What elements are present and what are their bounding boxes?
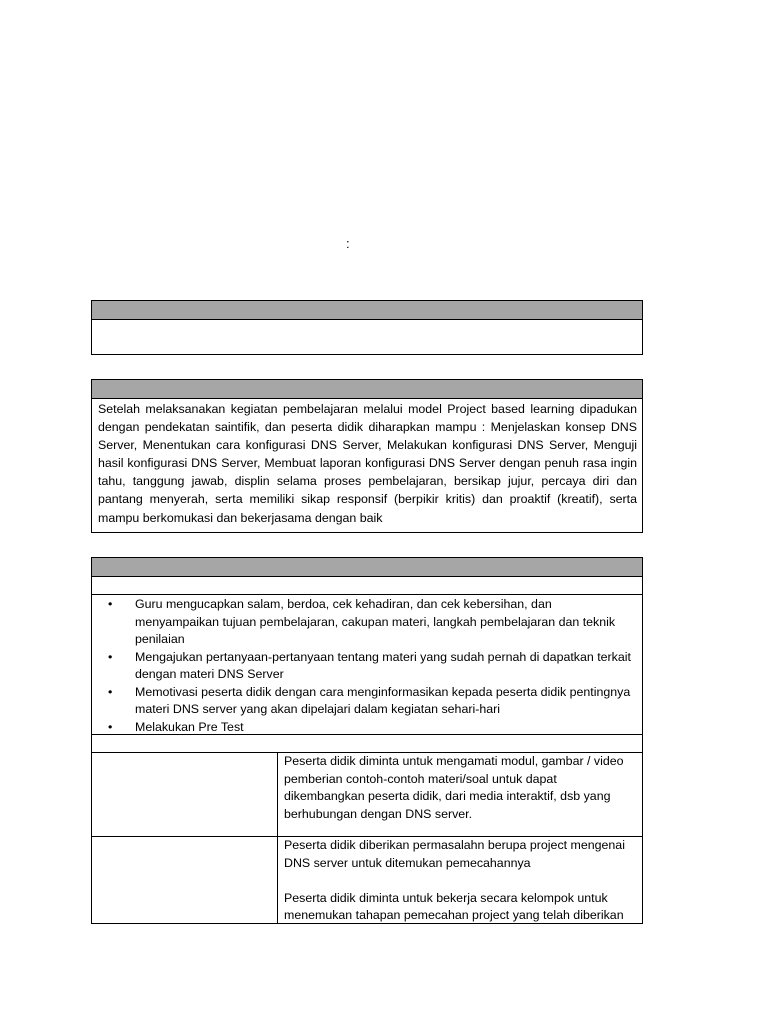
- table-row: [92, 837, 642, 924]
- bullet-icon: •: [108, 684, 113, 699]
- list-item: [92, 596, 642, 649]
- info-box-header: [92, 301, 642, 320]
- table-row: [92, 753, 642, 837]
- bullet-icon: •: [108, 649, 113, 664]
- bullet-icon: •: [108, 597, 113, 611]
- bullet-icon: •: [108, 719, 113, 734]
- list-item: [92, 649, 642, 684]
- kegiatan-box-header: [92, 558, 642, 577]
- step-paragraph: Peserta didik diminta untuk bekerja secara kelompok untuk menemukan tahapan pemecahan project yang telah diberikan: [284, 890, 624, 922]
- pendahuluan-list: [92, 596, 642, 736]
- kegiatan-box: [91, 557, 643, 924]
- step-label-cell: [92, 837, 278, 924]
- list-item: [92, 684, 642, 719]
- tujuan-text: Setelah melaksanakan kegiatan pembelajaran melalui model Project based learning dipadukan dengan pendekatan saintifik, dan peserta didik diharapkan mampu : Menjelaskan konsep DNS Server, Menentukan cara konfigurasi DNS Server, Melakukan konfigurasi DNS Server, Menguji hasil konfigurasi DNS Server, Membuat laporan konfigurasi DNS Server dengan penuh rasa ingin tahu, tanggung jawab, displin selama proses pembelajaran, bersikap jujur, percaya diri dan pantang menyerah, serta memiliki sikap responsif (berpikir kritis) dan proaktif (kreatif), serta mampu berkomukasi dan bekerjasama dengan baik: [98, 402, 637, 525]
- step-description-cell: [278, 837, 642, 924]
- list-item-text: Guru mengucapkan salam, berdoa, cek kehadiran, dan cek kebersihan, dan menyampaikan tujuan pembelajaran, cakupan materi, langkah pembelajaran dan teknik penilaian: [135, 597, 616, 646]
- step-paragraph: Peserta didik diberikan permasalahn berupa project mengenai DNS server untuk ditemukan pemecahannya: [284, 838, 625, 870]
- kegiatan-empty-row: [92, 577, 642, 595]
- tujuan-box: [91, 379, 643, 533]
- list-item-text: Memotivasi peserta didik dengan cara menginformasikan kepada peserta didik pentingnya materi DNS server yang akan dipelajari dalam kegiatan sehari-hari: [135, 684, 631, 716]
- list-item-text: Melakukan Pre Test: [135, 719, 244, 734]
- step-paragraph: Peserta didik diminta untuk mengamati modul, gambar / video pemberian contoh-contoh materi/soal untuk dapat dikembangkan peserta didik, dari media interaktif, dsb yang berhubungan dengan DNS server.: [284, 754, 624, 821]
- paragraph-gap: [284, 872, 637, 890]
- step-description-cell: [278, 753, 642, 836]
- info-box: [91, 300, 643, 355]
- colon-mark: :: [346, 236, 350, 251]
- list-item: [92, 719, 642, 737]
- step-label-cell: [92, 753, 278, 836]
- pendahuluan-cell: [92, 595, 642, 735]
- tujuan-box-header: [92, 380, 642, 399]
- kegiatan-inti-empty-row: [92, 735, 642, 753]
- list-item-text: Mengajukan pertanyaan-pertanyaan tentang materi yang sudah pernah di dapatkan terkait dengan materi DNS Server: [135, 649, 631, 681]
